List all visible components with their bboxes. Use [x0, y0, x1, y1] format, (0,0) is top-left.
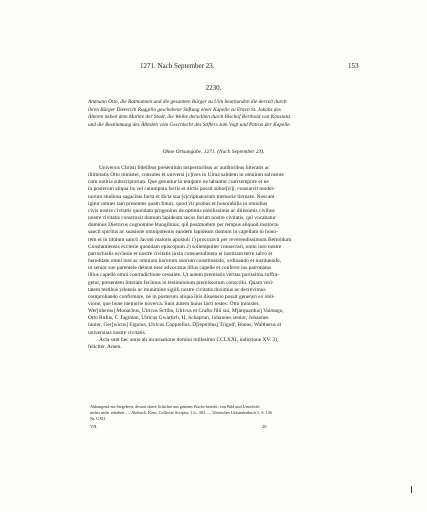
regest-line: und die Bestimmung des Ältesten vom Geschlecht des Stifters zum Vogt und Patron der Kapelle. — [88, 121, 291, 128]
text-line: norum studiosa sagacitas facta et dicta sua [s]criptuararum memorie tiernare. Noscant — [88, 193, 275, 200]
text-line: iunior, Ger[wicus] Figulus, Ulricus Copprellus, D[iepoldus] Trigolf, Bonus, Waltherus et — [88, 322, 282, 329]
text-line: illitteratis Otto minister, consules et universi [c]ives in Ulma salutem in omnium salvatore — [88, 172, 284, 179]
text-line: hereditate omni iure ac omnium karorum suorum constituendo, ordinando et instituendo, — [88, 258, 281, 265]
signature-mark: 20 — [262, 424, 267, 429]
text-line: Universis Christi fidelibus presentium inspectoribus ac auditoribus litteratis ac — [99, 165, 270, 171]
text-line: illius capelle omni contradictione cessante. Ut autem premissis veritas purissima suffra- — [88, 272, 279, 279]
charter-text — [88, 165, 350, 351]
text-line: Otto Rufus, C Tagiman, Ulricus Gwarlich, H. Schaprun, Johannes senior, Johannes — [88, 315, 269, 322]
text-line: getur, presentem litteram fecimus in testimonium premissorum conscribi. Quam veri- — [88, 279, 274, 286]
document-number: 2230. — [205, 84, 222, 92]
text-line: rem et in titulum sancti Jacobi maioris apostoli 1) procuravit per reverendissimum Bertoldum — [88, 236, 292, 243]
footnote-line: nichts mehr erhalten. — Abdruck: Kern, Collectio Scriptor. 1 b., 303. — Ulmisches Urkundenbuch 1, S. 136 — [90, 410, 272, 415]
text-line: parrochialis ecclesie et nostre civitatis iuxta consuetudinem et iustitiam terre salvo et — [88, 250, 273, 257]
regest-line: Ammann Otto, die Ratmannen und die gesamten Bürger zu Ulm beurkunden die derzeit durch — [88, 99, 287, 105]
footnote-line: Abhangend ein Siegelrest, dessen obere Schichte aus grünem Wachs besteht; von Bild und Umschrift — [90, 404, 260, 409]
text-line: ut senior sue parentele debeat esse advocatus illius capelle et conferre ius patronatus — [88, 265, 272, 272]
text-line: vione, que bone memorie noverca. Sunt autem huius facti testes: Otto minister, — [88, 300, 260, 307]
regest-summary — [88, 99, 348, 129]
text-line: tatem testibus ydoneis ac munimine sigilli nostre civitatis duximus ac decrevimus — [88, 286, 266, 293]
regest-line: ihren Bürger Dieterich Ruggilin geschehene Stiftung einer Kapelle zu Ehren St. Jakobs des — [88, 106, 281, 113]
volume-mark: VII. — [90, 424, 98, 429]
text-line: Constantiensis ecclesie quondam episcopum 2) sollempniter consecrari, omni iure nostre — [88, 243, 282, 250]
running-header-date: 1271. Nach September 23. — [140, 62, 215, 70]
text-line: igitur omnes tam presentes quam futuri, quod vir probus et honorabilis in omnibus — [88, 200, 268, 207]
text-line: Wer[nherus] Monachus, Ulricus Scriba, Ulricus et Crafto filii sui, M[arquardus] Vaimago, — [88, 308, 284, 315]
text-line: civis nostre civitatis quondam progenitus de optimis nobilissimis ac ditissimis civibus — [88, 207, 275, 214]
footnote-line: Nr. CXII. — [90, 416, 106, 421]
text-line: dominus Dietricus cognomine Ruogilinus, qui postmodum per tempus aliquod instinctu — [88, 222, 279, 229]
footnotes — [90, 404, 348, 422]
text-line: sancti spiritus ac suasione omnipotentis eandem lapideam domum in capellam in hono- — [88, 229, 278, 236]
text-line: Acta sunt hec anno ab incarnatione domini millesimo CCLXXI, indictione XV. 3), — [99, 336, 279, 343]
page-number: 153 — [348, 62, 359, 70]
text-line: universitas nostre civitatis. — [88, 329, 147, 336]
text-line: cum notitia subscriptorum. Que geruntur in tempore ne labantur cum tempore et ne — [88, 179, 269, 186]
margin-mark — [411, 486, 412, 493]
text-line: feliciter. Amen. — [88, 343, 122, 350]
text-line: nostre civitatis construxit domum lapideam secus forum nostre civitatis, qui vocabatur — [88, 215, 276, 222]
regest-line: Älteren neben dem Markte der Stadt, die Weihe derselben durch Bischof Berthold von Konstanz — [88, 114, 291, 120]
text-line: comprobando confirmare, ne in posterum aliqua litis dissensio possit generari ex obli- — [88, 293, 275, 300]
text-line: in posterum aliqua lis vel calumpnia factis et dictis possit subor[ir]i, consuevit moder- — [88, 186, 275, 193]
dating-line: Ohne Ortsangabe. 1271. (Nach September 23). — [162, 149, 265, 155]
